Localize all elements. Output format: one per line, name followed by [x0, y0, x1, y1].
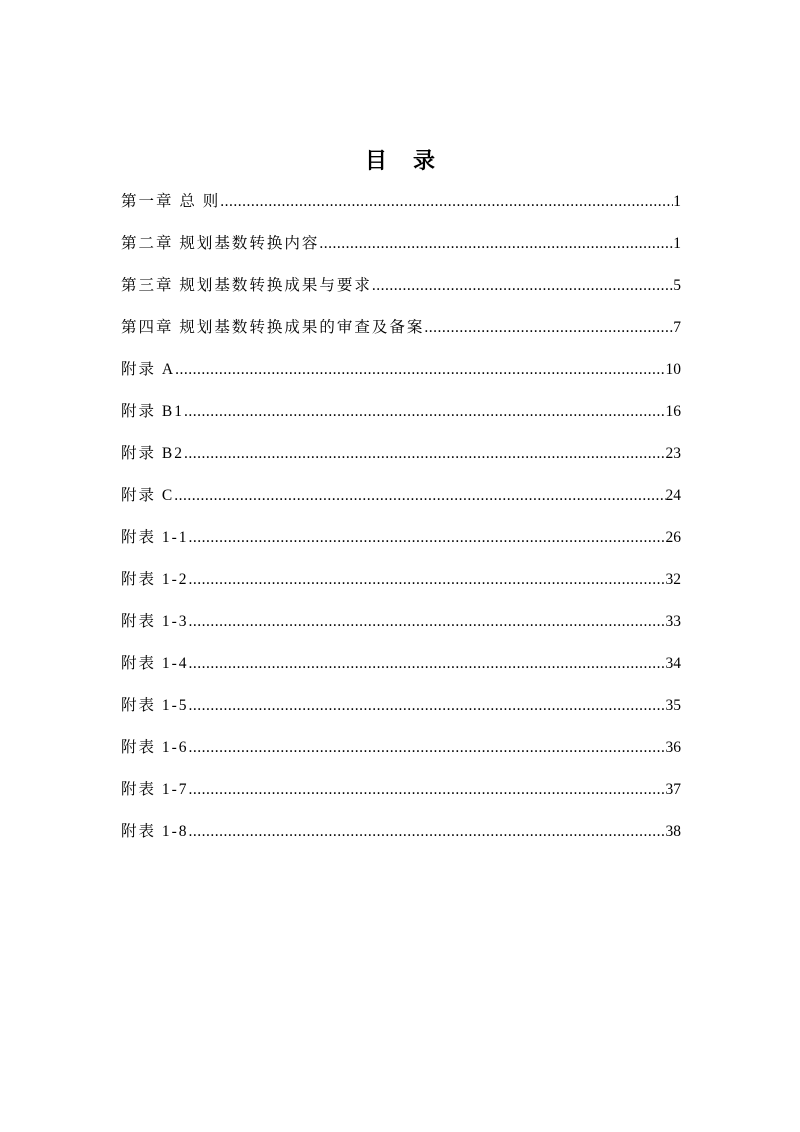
toc-entry[interactable] [121, 400, 681, 442]
toc-entry-label: 附录 B2 [121, 445, 184, 462]
toc-entry-page: 23 [665, 445, 681, 462]
toc-entry[interactable] [121, 694, 681, 736]
toc-entry-label: 附表 1-3 [121, 613, 189, 630]
dot-leader [175, 358, 665, 382]
toc-entry[interactable] [121, 190, 681, 232]
toc-entry-page: 10 [665, 361, 681, 378]
toc-entry-label: 附表 1-8 [121, 823, 189, 840]
toc-entry-page: 24 [665, 487, 681, 504]
toc-entry-label: 附录 B1 [121, 403, 184, 420]
toc-entry-page: 16 [665, 403, 681, 420]
toc-entry[interactable] [121, 526, 681, 568]
dot-leader [189, 568, 666, 592]
toc-entry-label: 附录 A [121, 361, 176, 378]
toc-entry[interactable] [121, 232, 681, 274]
toc-entry-label: 附表 1-7 [121, 781, 189, 798]
dot-leader [184, 442, 666, 466]
toc-entry-label: 附录 C [121, 487, 175, 504]
toc-entry[interactable] [121, 820, 681, 862]
toc-entry-page: 1 [673, 193, 681, 210]
toc-entry-page: 1 [673, 235, 681, 252]
dot-leader [189, 694, 666, 718]
title-char: 目 [364, 149, 387, 174]
toc-entry-page: 26 [665, 529, 681, 546]
page-title [0, 144, 800, 175]
toc-entry[interactable] [121, 316, 681, 358]
dot-leader [424, 316, 673, 340]
title-char: 录 [413, 149, 436, 174]
toc-entry-page: 37 [665, 781, 681, 798]
dot-leader [174, 484, 665, 508]
toc-entry-label: 第四章 规划基数转换成果的审查及备案 [121, 319, 425, 336]
toc-entry-label: 附表 1-1 [121, 529, 189, 546]
table-of-contents [121, 190, 681, 862]
toc-entry[interactable] [121, 736, 681, 778]
dot-leader [189, 652, 666, 676]
dot-leader [189, 778, 666, 802]
toc-entry-label: 附表 1-5 [121, 697, 189, 714]
toc-entry-page: 38 [665, 823, 681, 840]
dot-leader [319, 232, 673, 256]
toc-entry-page: 5 [673, 277, 681, 294]
toc-entry[interactable] [121, 568, 681, 610]
dot-leader [189, 526, 666, 550]
toc-entry[interactable] [121, 778, 681, 820]
toc-entry[interactable] [121, 652, 681, 694]
toc-entry-label: 附表 1-4 [121, 655, 189, 672]
toc-entry[interactable] [121, 442, 681, 484]
toc-entry-label: 第一章 总 则 [121, 193, 221, 210]
toc-entry-page: 32 [665, 571, 681, 588]
dot-leader [220, 190, 673, 214]
toc-entry-label: 第二章 规划基数转换内容 [121, 235, 320, 252]
toc-entry-page: 35 [665, 697, 681, 714]
toc-entry-label: 第三章 规划基数转换成果与要求 [121, 277, 372, 294]
toc-entry-page: 33 [665, 613, 681, 630]
toc-entry[interactable] [121, 358, 681, 400]
dot-leader [189, 820, 666, 844]
dot-leader [372, 274, 673, 298]
toc-entry[interactable] [121, 610, 681, 652]
toc-entry-label: 附表 1-2 [121, 571, 189, 588]
toc-entry-label: 附表 1-6 [121, 739, 189, 756]
toc-entry[interactable] [121, 484, 681, 526]
toc-entry-page: 36 [665, 739, 681, 756]
toc-entry[interactable] [121, 274, 681, 316]
toc-entry-page: 34 [665, 655, 681, 672]
dot-leader [189, 736, 666, 760]
dot-leader [189, 610, 666, 634]
dot-leader [184, 400, 666, 424]
toc-entry-page: 7 [673, 319, 681, 336]
